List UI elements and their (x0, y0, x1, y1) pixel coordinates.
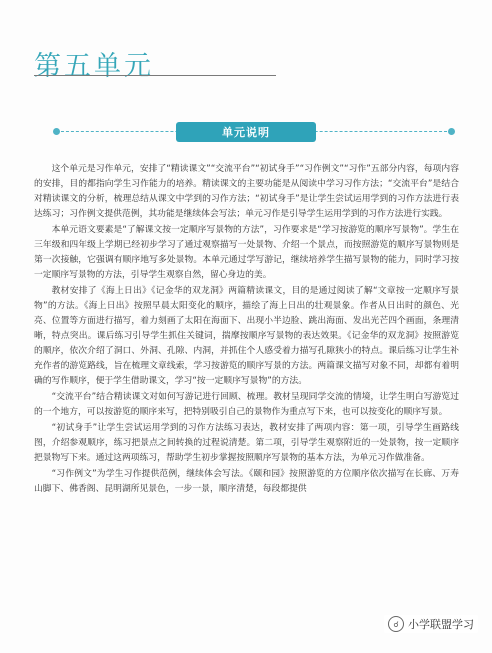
watermark (384, 615, 478, 633)
watermark-text: 小学联盟学习 (408, 618, 474, 631)
paragraph: “习作例文”为学生习作提供范例，继续体会写法。《颐和园》按照游览的方位顺序依次描写在长廊、万寿山脚下、佛香阁、昆明湖所见景色，一步一景，顺序清楚，每段都提供 (34, 469, 459, 494)
line-end-dot-icon (53, 128, 60, 135)
paragraph: 这个单元是习作单元，安排了“精读课文”“交流平台”“初试身手”“习作例文”“习作”五部分内容，每项内容的安排，目的都指向学生习作能力的培养。精读课文的主要功能是从阅读中学习习作方法；“交流平台”是结合对精读课文的分析，梳理总结从课文中学到的习作方法；“初试身手”是让学生尝试运用学到的习作方法进行表达练习；习作例文提供范例，其功能是继续体会写法；单元习作是引导学生运用学到的习作方法进行实践。 (34, 164, 459, 219)
paragraph: “交流平台”结合精读课文对如何写游记进行回顾、梳理。教材呈现同学交流的情境，让学生明白写游览过的一个地方，可以按游览的顺序来写，把特别吸引自己的景物作为重点写下来，也可以按变化的顺序写景。 (34, 392, 459, 417)
body-text (34, 162, 459, 498)
section-banner-row (56, 122, 452, 142)
line-end-dot-icon (448, 128, 455, 135)
unit-title: 第五单元 (34, 51, 154, 82)
paragraph: “初试身手”让学生尝试运用学到的习作方法练习表达，教材安排了两项内容：第一项，引导学生画路线图，介绍参观顺序，练习把景点之间转换的过程说清楚。第二项，引导学生观察附近的一处景物，按一定顺序把景物写下来。通过这两项练习，帮助学生初步掌握按照顺序写景物的基本方法，为单元习作做准备。 (34, 423, 459, 463)
title-divider (34, 75, 276, 76)
paragraph: 教材安排了《海上日出》《记金华的双龙洞》两篇精读课文，目的是通过阅读了解“文章按一定顺序写景物”的方法。《海上日出》按照早晨太阳变化的顺序，描绘了海上日出的壮观景象。作者从日出时的颜色、光亮、位置等方面进行描写，着力刻画了太阳在海面下、出现小半边脸、跳出海面、发出光芒四个画面，条理清晰，特点突出。课后练习引导学生抓住关键词，揣摩按顺序写景物的表达效果。《记金华的双龙洞》按照游览的顺序，依次介绍了洞口、外洞、孔隙、内洞，并抓住个人感受着力描写孔隙狭小的特点。课后练习让学生补充作者的游览路线，旨在梳理文章线索，学习按游览的顺序写景的方法。两篇课文描写对象不同，却都有着明确的写作顺序，便于学生借助课文，学习“按一定顺序写景物”的方法。 (34, 286, 459, 386)
section-banner: 单元说明 (176, 122, 316, 142)
wechat-search-icon: ☌ (388, 616, 404, 632)
paragraph: 本单元语文要素是“了解课文按一定顺序写景物的方法”，习作要求是“学习按游览的顺序写景物”。学生在三年级和四年级上学期已经初步学习了通过观察描写一处景物、介绍一个景点，而按照游览的顺序写景物则是第一次接触，它强调有顺序地写多处景物。本单元通过学写游记，继续培养学生描写景物的能力，同时学习按一定顺序写景物的方法，引导学生观察自然，留心身边的美。 (34, 225, 459, 280)
